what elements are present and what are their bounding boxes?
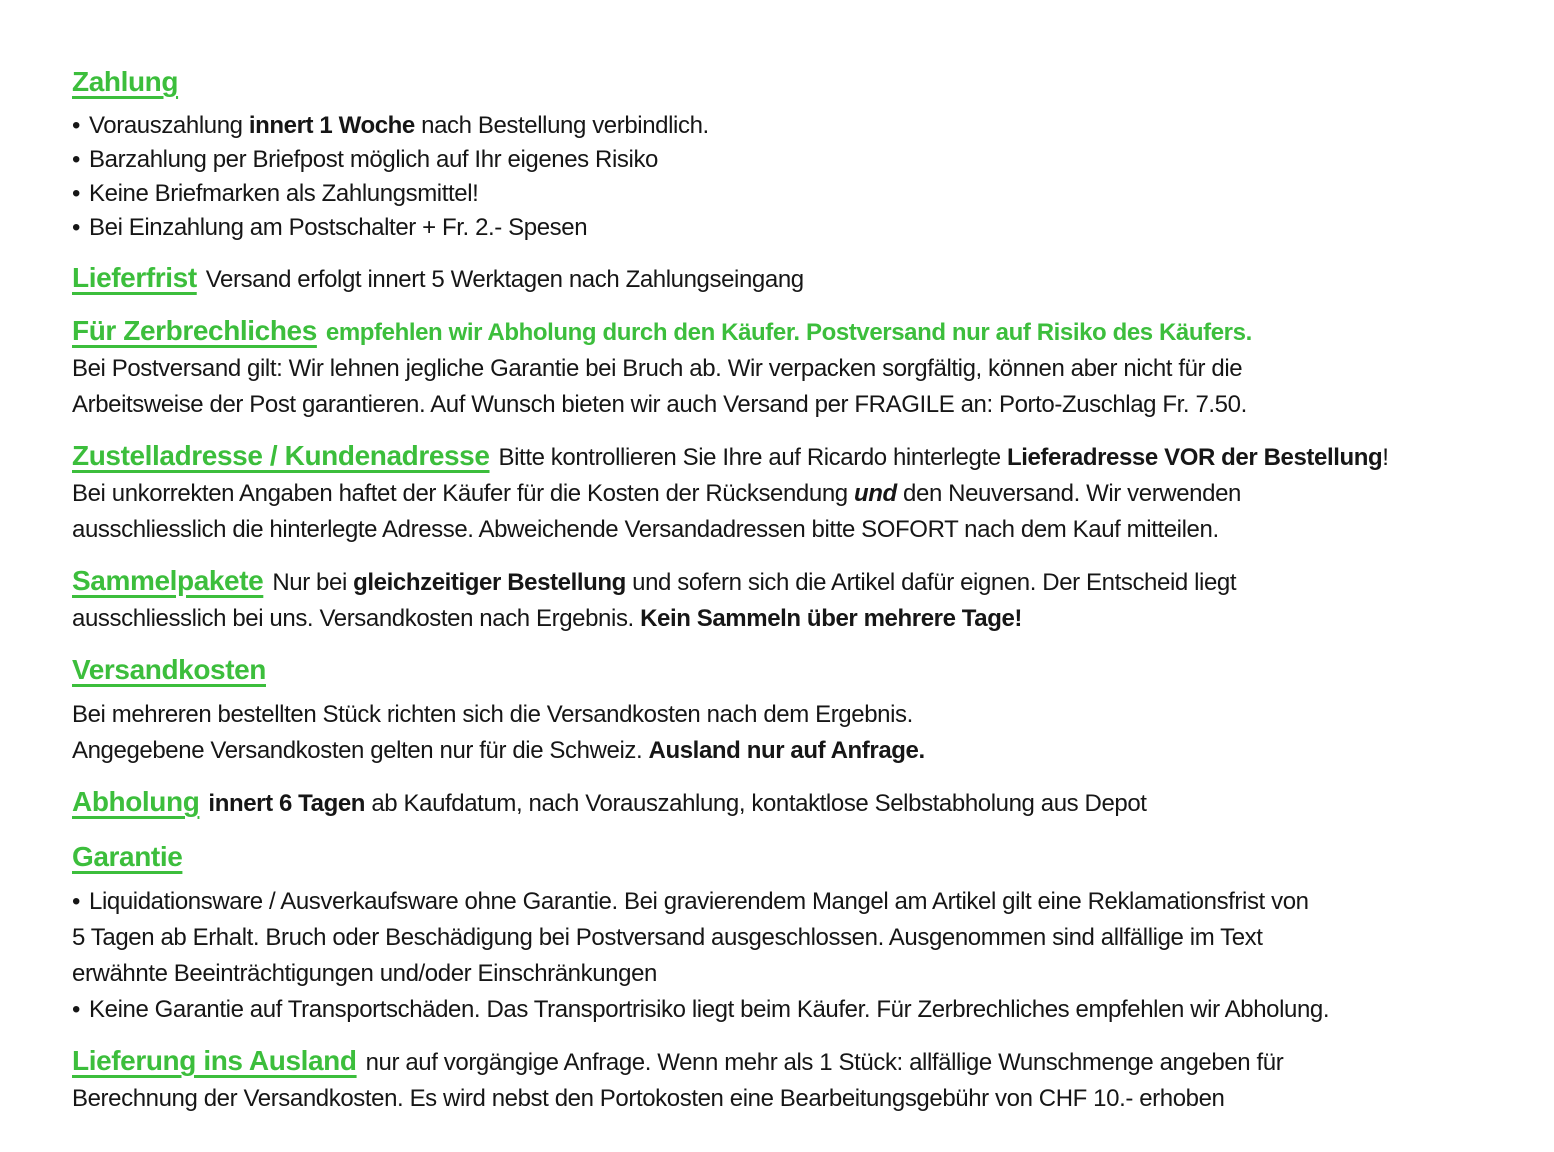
heading-ausland-text: Lieferung ins Ausland: [72, 1045, 357, 1076]
section-ausland: [72, 1043, 1534, 1117]
bullet-text: Vorauszahlung: [89, 112, 249, 139]
section-zerbrechliches: [72, 313, 1534, 423]
bullet-item: [72, 109, 1534, 143]
bullet-marker: •: [72, 214, 81, 241]
bullet-marker: •: [72, 888, 81, 915]
zerbrechliches-green-note: empfehlen wir Abholung durch den Käufer. Postversand nur auf Risiko des Käufers.: [325, 319, 1252, 346]
bullet-item: [72, 211, 1534, 245]
lieferfrist-text: Versand erfolgt innert 5 Werktagen nach Zahlungseingang: [205, 266, 804, 293]
bullet-item: [72, 177, 1534, 211]
bullet-marker: •: [72, 180, 81, 207]
zerbrechliches-line1: [72, 313, 1534, 351]
garantie-text: Liquidationsware / Ausverkaufsware ohne Garantie. Bei gravierendem Mangel am Artikel gilt eine Reklamationsfrist von: [89, 888, 1309, 915]
section-lieferfrist: [72, 260, 1534, 298]
versandkosten-text: Angegebene Versandkosten gelten nur für die Schweiz.: [72, 737, 649, 764]
zustelladresse-line2: [72, 476, 1534, 512]
heading-versandkosten: [72, 652, 1534, 693]
garantie-bullet1-line2: 5 Tagen ab Erhalt. Bruch oder Beschädigung bei Postversand ausgeschlossen. Ausgenommen sind allfällige im Text: [72, 924, 1263, 951]
section-abholung: [72, 784, 1534, 822]
zustelladresse-text: !: [1382, 444, 1389, 471]
heading-garantie: [72, 839, 1534, 880]
section-zustelladresse: [72, 438, 1534, 548]
heading-garantie-text: Garantie: [72, 841, 183, 872]
heading-zerbrechliches-text: Für Zerbrechliches: [72, 315, 317, 346]
heading-sammelpakete-text: Sammelpakete: [72, 565, 264, 596]
versandkosten-text-bold: Ausland nur auf Anfrage.: [648, 737, 925, 764]
sammelpakete-text: ausschliesslich bei uns. Versandkosten nach Ergebnis.: [72, 605, 641, 632]
garantie-bullet1-line1: [72, 884, 1534, 920]
garantie-bullet1-line3: erwähnte Beeinträchtigungen und/oder Einschränkungen: [72, 960, 657, 987]
zustelladresse-text: Bei unkorrekten Angaben haftet der Käufer für die Kosten der Rücksendung: [72, 480, 854, 507]
garantie-text: Keine Garantie auf Transportschäden. Das Transportrisiko liegt beim Käufer. Für Zerbrechliches empfehlen wir Abholung.: [89, 996, 1330, 1023]
bullet-text-bold: innert 1 Woche: [248, 112, 415, 139]
heading-abholung-text: Abholung: [72, 786, 200, 817]
abholung-line: [72, 784, 1534, 822]
ausland-text: nur auf vorgängige Anfrage. Wenn mehr als 1 Stück: allfällige Wunschmenge angeben für: [365, 1049, 1284, 1076]
section-zahlung: [72, 64, 1534, 245]
sammelpakete-text-bold: Kein Sammeln über mehrere Tage!: [640, 605, 1023, 632]
ausland-line2: Berechnung der Versandkosten. Es wird nebst den Portokosten eine Bearbeitungsgebühr von CHF 10.- erhoben: [72, 1085, 1225, 1112]
sammelpakete-text-bold: gleichzeitiger Bestellung: [353, 569, 626, 596]
sammelpakete-line1: [72, 563, 1534, 601]
sammelpakete-text: und sofern sich die Artikel dafür eignen. Der Entscheid liegt: [625, 569, 1237, 596]
heading-versandkosten-text: Versandkosten: [72, 654, 266, 685]
bullet-marker: •: [72, 112, 81, 139]
lieferfrist-line: [72, 260, 1534, 298]
garantie-bullet2: [72, 992, 1534, 1028]
section-garantie: [72, 839, 1534, 1028]
bullet-text: Bei Einzahlung am Postschalter + Fr. 2.- Spesen: [89, 214, 588, 241]
zerbrechliches-line3: Arbeitsweise der Post garantieren. Auf Wunsch bieten wir auch Versand per FRAGILE an: Porto-Zuschlag Fr. 7.50.: [72, 391, 1247, 418]
section-sammelpakete: [72, 563, 1534, 637]
bullet-text: Barzahlung per Briefpost möglich auf Ihr eigenes Risiko: [89, 146, 658, 173]
heading-zustelladresse-text: Zustelladresse / Kundenadresse: [72, 440, 490, 471]
sammelpakete-line2: [72, 601, 1534, 637]
versandkosten-line1: Bei mehreren bestellten Stück richten sich die Versandkosten nach dem Ergebnis.: [72, 701, 913, 728]
bullet-item: [72, 143, 1534, 177]
abholung-text-bold: innert 6 Tagen: [208, 790, 366, 817]
heading-lieferfrist-text: Lieferfrist: [72, 262, 197, 293]
ausland-line1: [72, 1043, 1534, 1081]
zustelladresse-text: Bitte kontrollieren Sie Ihre auf Ricardo hinterlegte: [498, 444, 1007, 471]
zustelladresse-line1: [72, 438, 1534, 476]
zustelladresse-line3: ausschliesslich die hinterlegte Adresse. Abweichende Versandadressen bitte SOFORT nach dem Kauf mitteilen.: [72, 516, 1219, 543]
bullet-text: Keine Briefmarken als Zahlungsmittel!: [89, 180, 479, 207]
bullet-marker: •: [72, 996, 81, 1023]
zustelladresse-text: den Neuversand. Wir verwenden: [896, 480, 1241, 507]
heading-zahlung-text: Zahlung: [72, 66, 179, 97]
versandkosten-line2: [72, 733, 1534, 769]
sammelpakete-text: Nur bei: [272, 569, 354, 596]
zerbrechliches-line2: Bei Postversand gilt: Wir lehnen jegliche Garantie bei Bruch ab. Wir verpacken sorgfältig, können aber nicht für die: [72, 355, 1243, 382]
section-versandkosten: [72, 652, 1534, 769]
heading-zahlung: [72, 64, 1534, 105]
bullet-text: nach Bestellung verbindlich.: [414, 112, 709, 139]
zustelladresse-text-bold: Lieferadresse VOR der Bestellung: [1006, 444, 1383, 471]
zustelladresse-text-bold-italic: und: [854, 480, 897, 507]
bullet-marker: •: [72, 146, 81, 173]
abholung-text: ab Kaufdatum, nach Vorauszahlung, kontaktlose Selbstabholung aus Depot: [365, 790, 1147, 817]
